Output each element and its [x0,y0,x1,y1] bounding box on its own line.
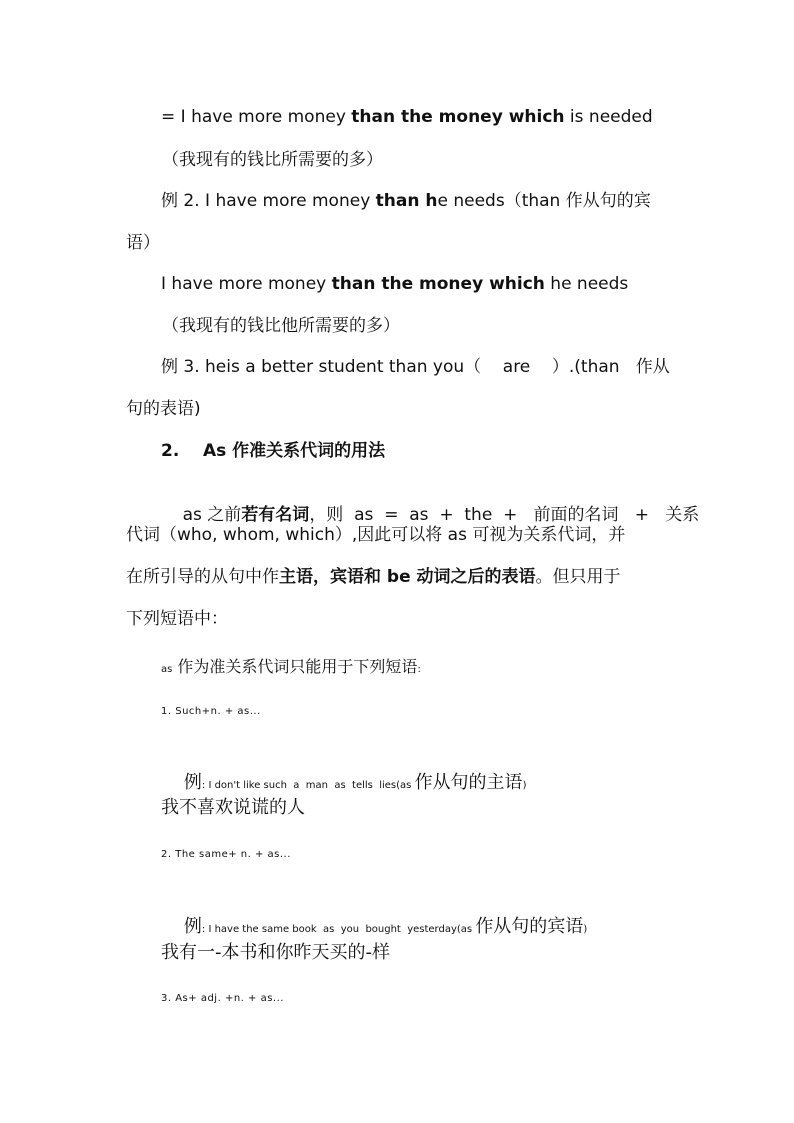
section-heading: 2. As 作准关系代词的用法 [161,441,386,461]
sub-line-5: 2. The same+ n. + as... [161,849,291,860]
line-1-bold: than the money which [351,107,565,127]
sub-line-1-part-a: as [161,664,173,675]
sub-line-6-part-b: : I have the same book as you bought yesterday(as [201,924,476,935]
line-3 [161,190,651,212]
paragraph-line-4: 下列短语中： [126,609,228,629]
line-5-bold: than the money which [331,274,545,294]
paragraph-line-3-part-c: 。但只用于 [535,567,621,587]
paragraph-line-1-part-a: as 之前 [182,505,242,525]
sub-line-3-part-b: : I don't like such a man as tells lies(as [201,780,415,791]
paragraph-line-1-bold: 若有名词 [241,505,310,525]
paragraph-line-3-bold: 主语，宾语和 be 动词之后的表语 [279,567,536,587]
paragraph-line-3-part-a: 在所引导的从句中作 [126,567,279,587]
sub-line-8: 3. As+ adj. +n. + as... [161,993,284,1004]
sub-line-3-part-c: 作从句的主语 [414,772,523,793]
line-6: （我现有的钱比他所需要的多） [162,316,400,336]
sub-line-1-part-c: : [417,664,421,675]
sub-line-7: 我有一-本书和你昨天买的-样 [161,942,390,963]
line-5-part-c: he needs [544,274,629,294]
paragraph-line-1-part-c: ，则 as = as + the + 前面的名词 + 关系 [309,505,700,525]
sub-line-6-part-a: 例 [183,916,202,937]
line-3-part-c: e needs（than 作从句的宾 [437,191,651,211]
line-1-part-a: = I have more money [161,107,352,127]
sub-line-3-part-d: ) [522,780,527,791]
line-5-part-a: I have more money [161,274,332,294]
sub-line-1 [161,656,421,681]
line-8: 句的表语) [126,399,201,419]
line-3-part-a: 例 2. I have more money [161,191,376,211]
sub-line-4: 我不喜欢说谎的人 [161,797,305,818]
sub-line-1-part-b: 作为准关系代词只能用于下列短语 [172,657,418,676]
line-2: （我现有的钱比所需要的多） [162,150,383,170]
line-1-part-c: is needed [564,107,653,127]
line-1 [161,106,653,128]
line-7: 例 3. heis a better student than you（ are ）.(than 作从 [161,357,670,377]
sub-line-6-part-c: 作从句的宾语 [475,916,584,937]
paragraph-line-3 [126,566,621,588]
sub-line-2: 1. Such+n. + as... [161,706,261,717]
paragraph-line-2: 代词（who, whom, which）,因此可以将 as 可视为关系代词，并 [126,525,626,545]
line-5 [161,273,628,295]
line-4: 语） [126,233,160,253]
sub-line-6-part-d: ) [583,924,588,935]
line-3-bold: than h [375,191,438,211]
sub-line-3-part-a: 例 [183,772,202,793]
